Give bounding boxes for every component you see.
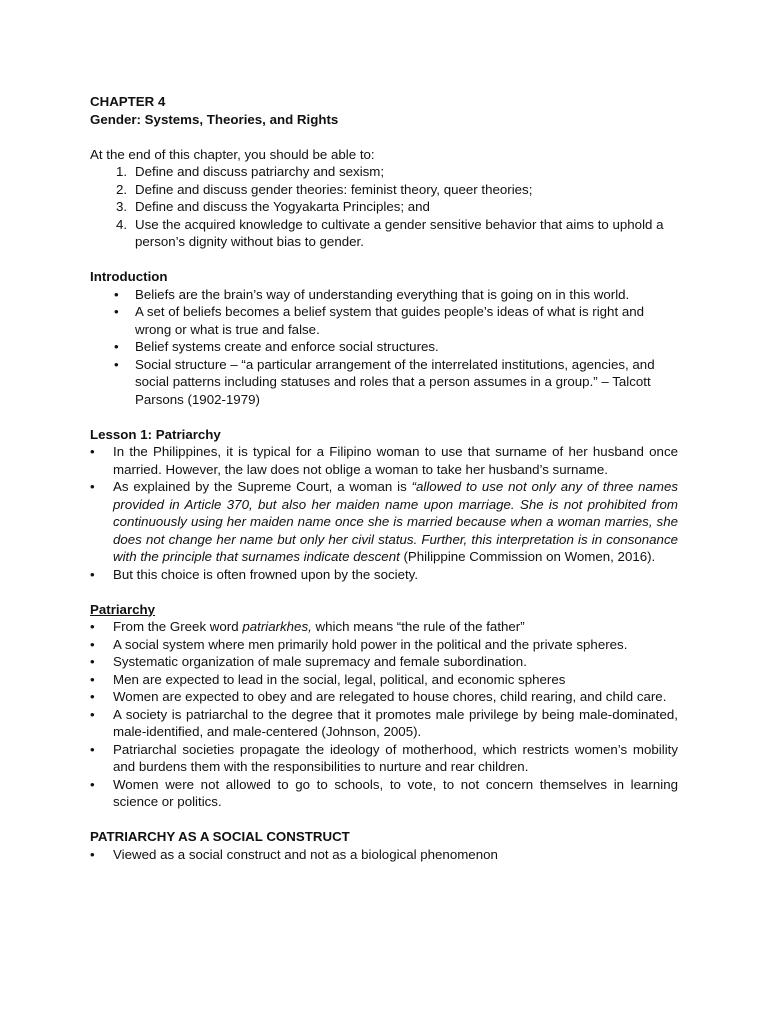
objective-text: Define and discuss gender theories: feminist theory, queer theories; — [135, 181, 533, 197]
objectives-list — [90, 163, 678, 251]
objective-text: Use the acquired knowledge to cultivate a gender sensitive behavior that aims to uphold a person’s dignity without bias to gender. — [135, 216, 664, 249]
objective-number: 1. — [116, 164, 128, 179]
objective-number: 3. — [116, 199, 128, 214]
objectives-intro: At the end of this chapter, you should be able to: — [90, 146, 375, 162]
list-item: • In the Philippines, it is typical for a Filipino woman to use that surname of her husband once married. However, the law does not oblige a woman to take her husband’s surname. — [90, 444, 678, 477]
lesson1-list — [90, 443, 678, 583]
introduction-list — [90, 286, 678, 409]
list-item: • A society is patriarchal to the degree that it promotes male privilege by being male-dominated, male-identified, and male-centered (Johnson, 2005). — [90, 706, 678, 739]
list-item: • Women were not allowed to go to schools, to vote, to not concern themselves in learning science or politics. — [90, 776, 678, 809]
objective-item — [90, 181, 678, 199]
bullet-icon: • — [114, 356, 119, 372]
list-item: • A social system where men primarily hold power in the political and the private spheres. — [90, 636, 628, 652]
list-item: • Systematic organization of male supremacy and female subordination. — [90, 654, 527, 669]
list-item: • Viewed as a social construct and not as a biological phenomenon — [90, 846, 498, 862]
bullet-icon: • — [90, 741, 95, 757]
bullet-icon: • — [90, 846, 95, 862]
bullet-icon: • — [90, 671, 95, 687]
bullet-icon: • — [114, 286, 119, 302]
list-item: • From the Greek word patriarkhes, which means “the rule of the father” — [90, 619, 525, 634]
bullet-icon: • — [114, 304, 119, 319]
list-item: • As explained by the Supreme Court, a woman is “allowed to use not only any of three names provided in Article 370, but also her maiden name upon marriage. She is not prohibited from continuously using her maiden name once she is married because when a woman marries, she does not change her name but only her civil status. Further, this interpretation is in consonance with the principle that surnames indicate descent (Philippine Commission on Women, 2016). — [90, 479, 678, 564]
bullet-icon: • — [90, 619, 95, 634]
list-item: • But this choice is often frowned upon by the society. — [90, 566, 419, 582]
list-item: • Social structure – “a particular arrangement of the interrelated institutions, agencies, and social patterns including statuses and roles that a person assumes in a group.” – Talcott Parsons (1902-1979) — [114, 356, 655, 407]
objective-item — [90, 216, 678, 251]
supreme-court-quote: “allowed to use not only any of three names provided in Article 370, but also her maiden name upon marriage. She is not prohibited from continuously using her maiden name once she is married because when a woman marries, she does not change her name but only her civil status. Further, this interpretation is in consonance with the principle that surnames indicate descent — [113, 479, 678, 564]
bullet-icon: • — [90, 479, 95, 494]
bullet-icon: • — [90, 706, 95, 722]
objective-item — [90, 198, 678, 216]
list-item: • Patriarchal societies propagate the ideology of motherhood, which restricts women’s mobility and burdens them with the responsibilities to nurture and rear children. — [90, 741, 678, 774]
patriarchy-list — [90, 618, 678, 811]
bullet-icon: • — [90, 636, 95, 652]
document-content — [90, 93, 678, 863]
bullet-icon: • — [90, 654, 95, 669]
bullet-icon: • — [90, 689, 95, 704]
objective-item — [90, 163, 678, 181]
patriarchy-heading: Patriarchy — [90, 601, 156, 617]
introduction-heading: Introduction — [90, 269, 168, 284]
bullet-icon: • — [90, 566, 95, 582]
greek-word: patriarkhes, — [242, 619, 312, 634]
list-item: • A set of beliefs becomes a belief system that guides people’s ideas of what is right and wrong or what is true and false. — [114, 304, 645, 337]
list-item: • Men are expected to lead in the social, legal, political, and economic spheres — [90, 671, 566, 687]
objective-number: 2. — [116, 181, 128, 197]
objective-text: Define and discuss patriarchy and sexism; — [135, 164, 385, 179]
list-item: • Belief systems create and enforce social structures. — [114, 339, 439, 354]
lesson1-heading: Lesson 1: Patriarchy — [90, 426, 221, 442]
list-item: • Beliefs are the brain’s way of understanding everything that is going on in this world. — [114, 286, 630, 302]
social-construct-heading: PATRIARCHY AS A SOCIAL CONSTRUCT — [90, 829, 350, 844]
chapter-title: Gender: Systems, Theories, and Rights — [90, 111, 339, 127]
bullet-icon: • — [90, 444, 95, 459]
chapter-label: CHAPTER 4 — [90, 94, 166, 109]
bullet-icon: • — [90, 776, 95, 792]
objective-number: 4. — [116, 216, 128, 232]
list-item: • Women are expected to obey and are relegated to house chores, child rearing, and child care. — [90, 689, 667, 704]
objective-text: Define and discuss the Yogyakarta Principles; and — [135, 199, 430, 214]
social-construct-list — [90, 846, 678, 864]
bullet-icon: • — [114, 339, 119, 354]
